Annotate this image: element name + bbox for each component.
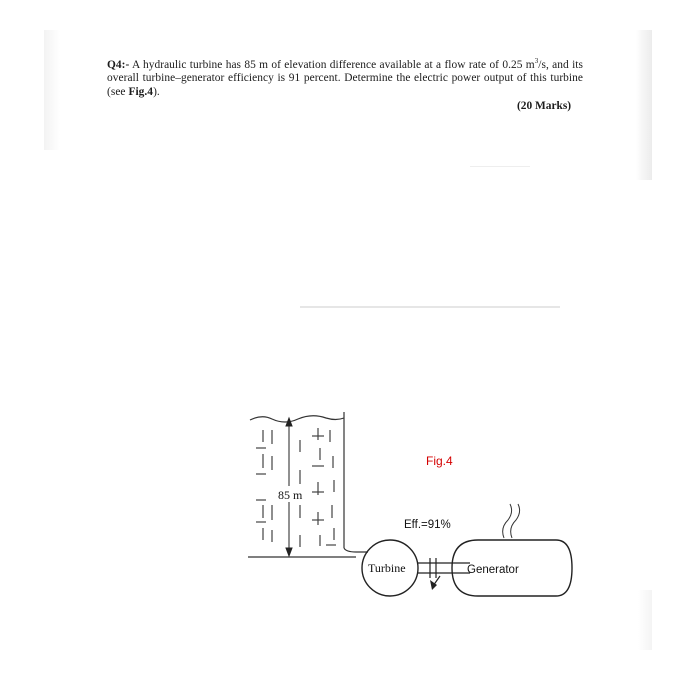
turbine-label: Turbine (368, 561, 406, 575)
water-surface (250, 416, 344, 422)
question-body-end: ). (153, 85, 160, 98)
reservoir (248, 412, 368, 557)
unit-superscript: 3 (534, 57, 539, 65)
shaft-coupling (418, 558, 470, 586)
figure-caption: Fig.4 (426, 454, 453, 468)
generator-label: Generator (467, 564, 519, 576)
height-label: 85 m (278, 488, 303, 502)
marks-label: (20 Marks) (517, 100, 572, 112)
figure-reference: Fig.4 (128, 85, 154, 98)
efficiency-label: Eff.=91% (404, 519, 451, 531)
power-output-squiggle-icon (503, 504, 520, 538)
question-number: Q4:- (107, 58, 130, 71)
penstock (344, 548, 368, 552)
height-dimension-arrow (286, 418, 292, 556)
question-body-part1: A hydraulic turbine has 85 m of elevation difference available at a flow rate of 0.25 m (129, 58, 535, 71)
question-body-part2: /s, and its overall turbine–generator efficiency is 91 percent. Determine the electric power output of this turbine (see (107, 58, 583, 98)
